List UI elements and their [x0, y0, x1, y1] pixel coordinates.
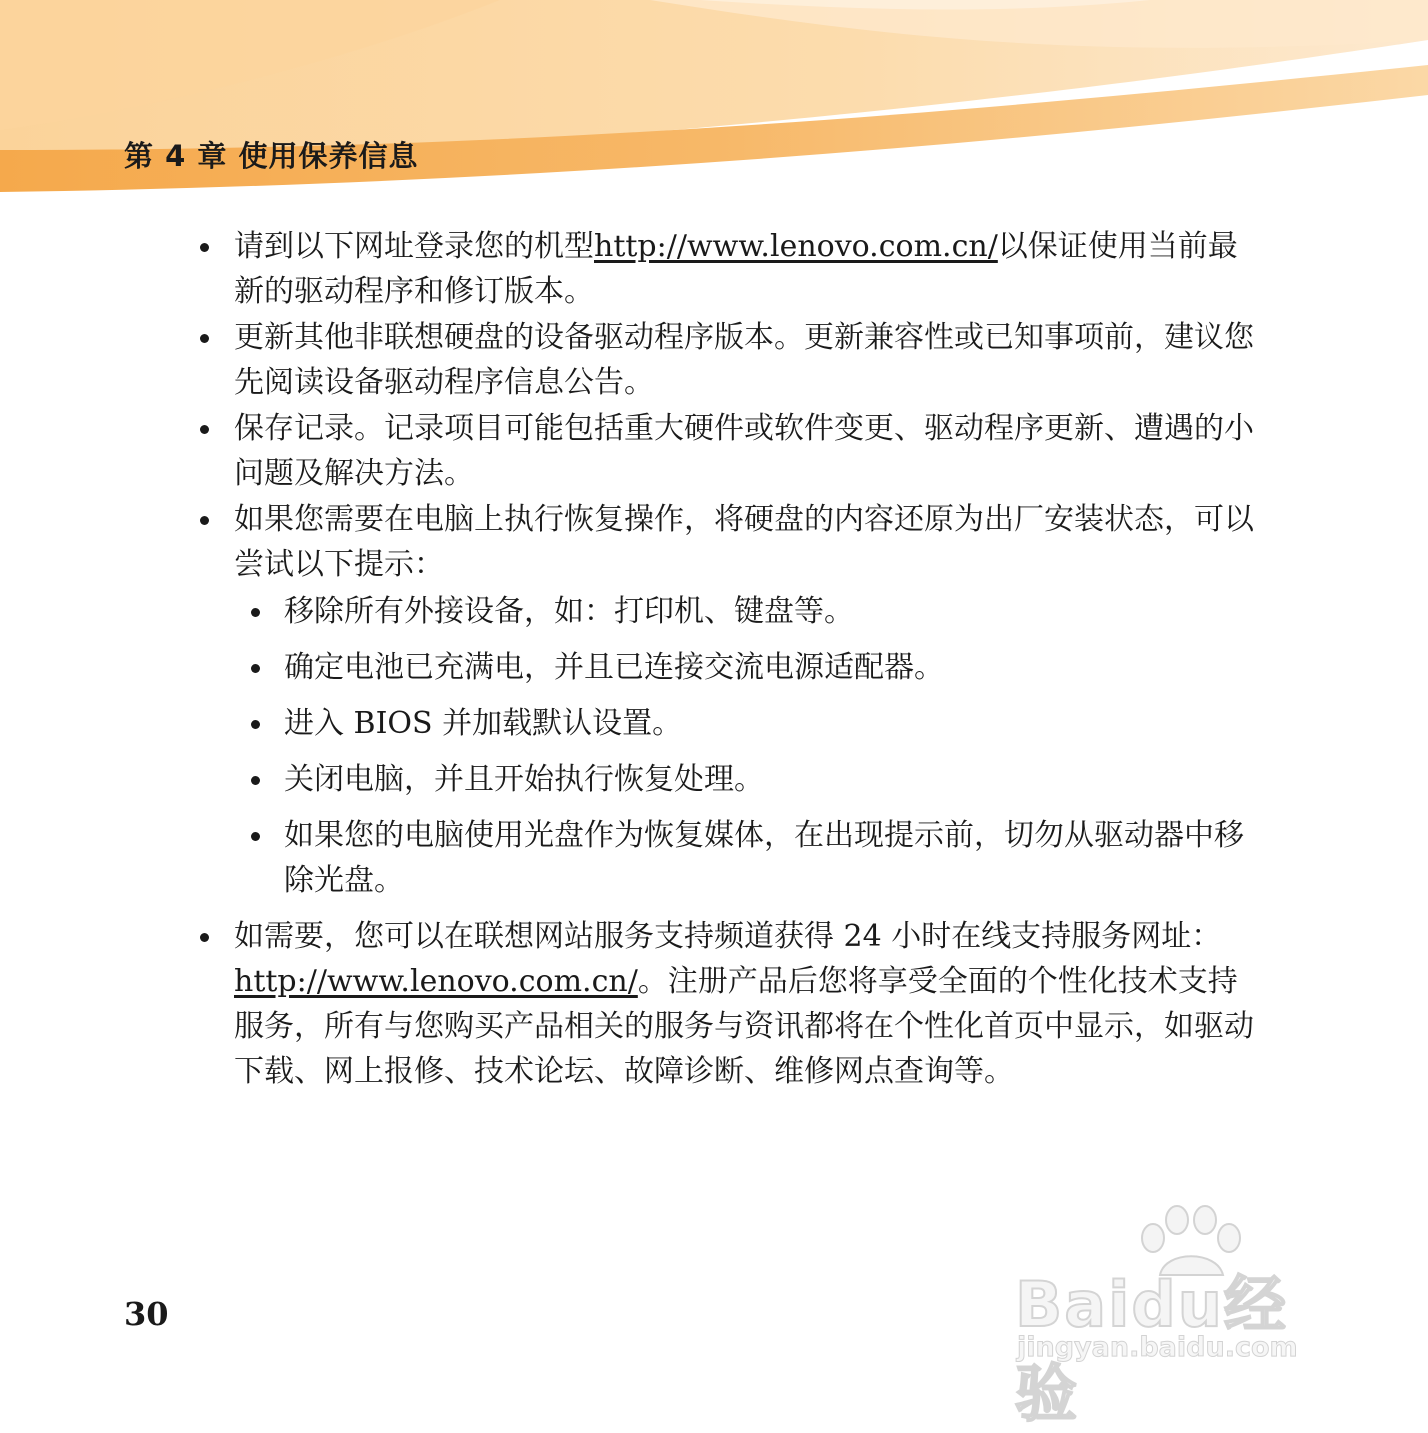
page-number: 30 [124, 1295, 169, 1333]
item-text: 请到以下网址登录您的机型 [234, 229, 594, 264]
item-text: 保存记录。记录项目可能包括重大硬件或软件变更、驱动程序更新、遭遇的小问题及解决方法。 [234, 411, 1254, 491]
list-item [192, 315, 1262, 405]
main-content [192, 224, 1262, 1095]
baidu-watermark [1005, 1200, 1350, 1430]
sublist-item: 如果您的电脑使用光盘作为恢复媒体，在出现提示前，切勿从驱动器中移除光盘。 [234, 813, 1262, 903]
item-text: 如需要，您可以在联想网站服务支持频道获得 24 小时在线支持服务网址： [234, 919, 1222, 954]
item-text: 更新其他非联想硬盘的设备驱动程序版本。更新兼容性或已知事项前，建议您先阅读设备驱动程序信息公告。 [234, 320, 1254, 400]
item-text: 如果您需要在电脑上执行恢复操作，将硬盘的内容还原为出厂安装状态，可以尝试以下提示： [234, 502, 1254, 582]
sublist-item: 关闭电脑，并且开始执行恢复处理。 [234, 757, 1262, 802]
sublist-item: 进入 BIOS 并加载默认设置。 [234, 701, 1262, 746]
list-item [192, 224, 1262, 314]
recovery-tips-sublist [234, 589, 1262, 903]
watermark-url: jingyan.baidu.com [1017, 1332, 1298, 1363]
list-item [192, 497, 1262, 903]
tips-list [192, 224, 1262, 1094]
item-text: 以保证使用当前最新的驱动程序和修订版本。 [234, 229, 1238, 309]
item-text: 。注册产品后您将享受全面的个性化技术支持服务，所有与您购买产品相关的服务与资讯都将在个性化首页中显示，如驱动下载、网上报修、技术论坛、故障诊断、维修网点查询等。 [234, 964, 1254, 1089]
list-item [192, 406, 1262, 496]
lenovo-link[interactable]: http://www.lenovo.com.cn/ [234, 964, 638, 999]
sublist-item: 移除所有外接设备，如：打印机、键盘等。 [234, 589, 1262, 634]
sublist-item: 确定电池已充满电，并且已连接交流电源适配器。 [234, 645, 1262, 690]
watermark-brand: Baidu经验 [1015, 1268, 1288, 1430]
lenovo-link[interactable]: http://www.lenovo.com.cn/ [594, 229, 998, 264]
chapter-title: 第 4 章 使用保养信息 [124, 139, 419, 173]
list-item [192, 914, 1262, 1094]
